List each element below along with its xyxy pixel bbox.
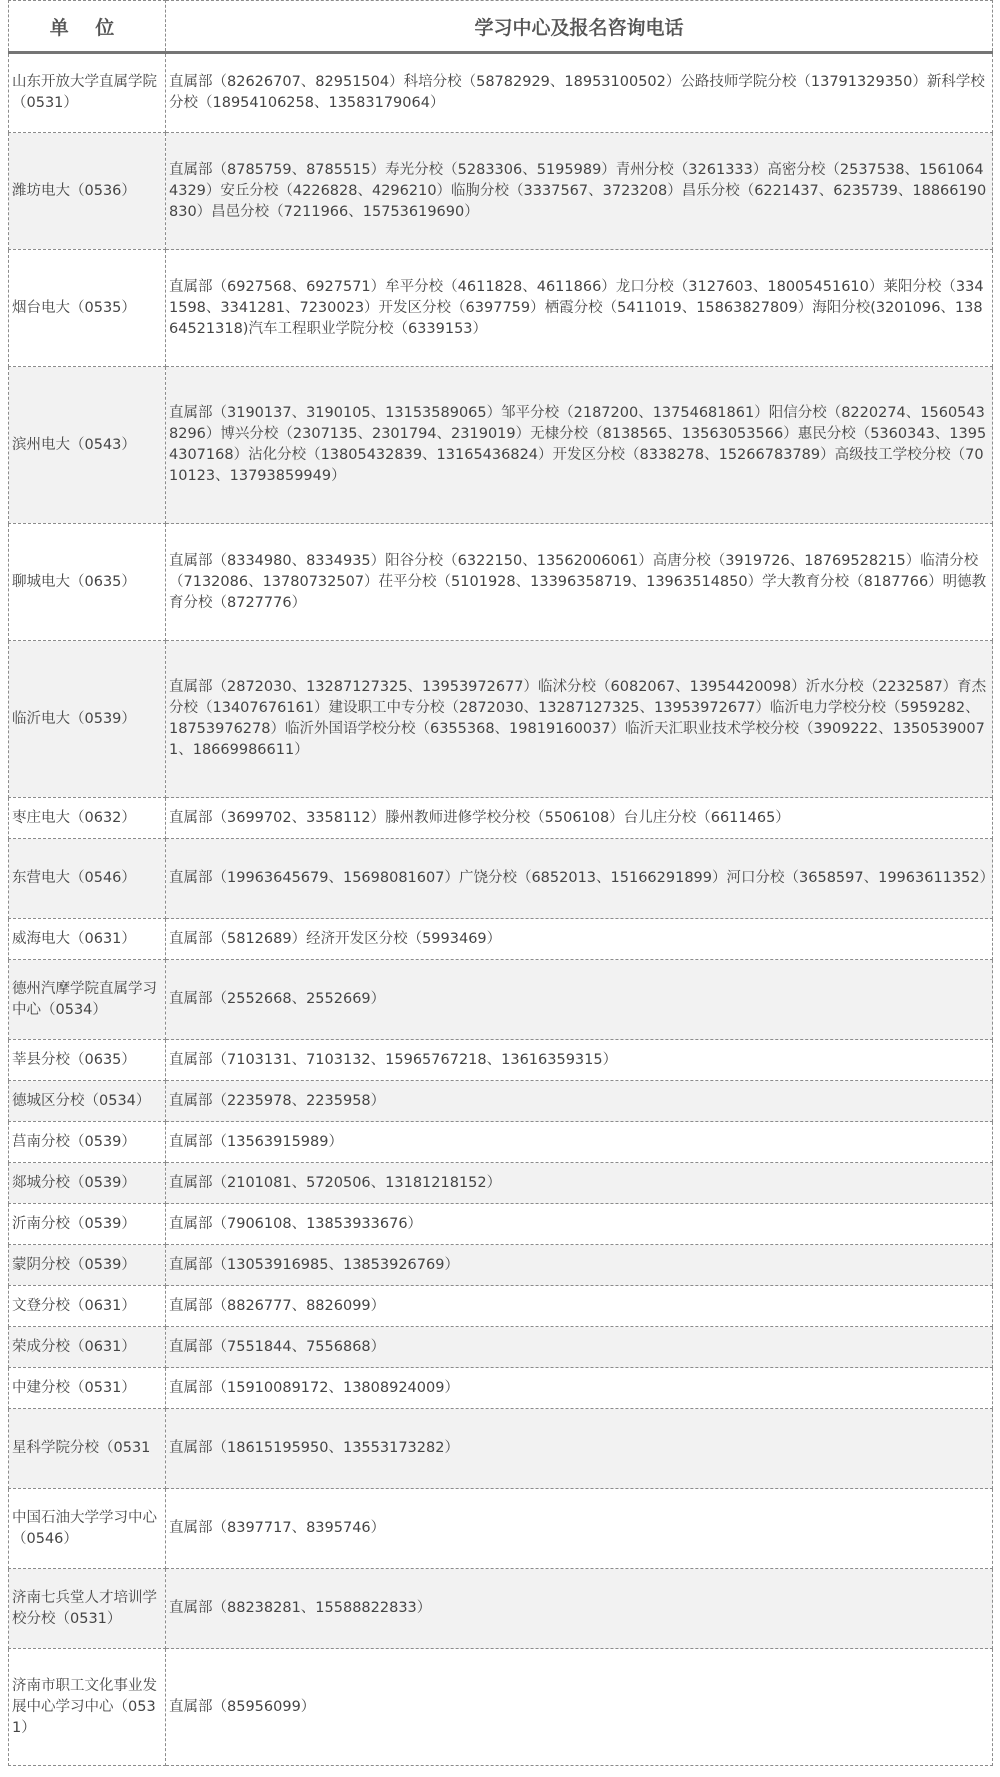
unit-cell: 莒南分校（0539）: [9, 1122, 166, 1163]
unit-cell: 济南七兵堂人才培训学校分校（0531）: [9, 1569, 166, 1649]
unit-cell: 潍坊电大（0536）: [9, 133, 166, 250]
phone-cell: 直属部（2552668、2552669）: [166, 960, 993, 1040]
table-row: [9, 839, 993, 919]
table-row: [9, 1081, 993, 1122]
unit-cell: 枣庄电大（0632）: [9, 798, 166, 839]
table-header-row: [9, 1, 993, 53]
table-row: [9, 1368, 993, 1409]
table-row: [9, 1204, 993, 1245]
phone-cell: 直属部（2872030、13287127325、13953972677）临沭分校（6082067、13954420098）沂水分校（2232587）育杰分校（13407676161）建设职工中专分校（2872030、13287127325、13953972677）临沂电力学校分校（5959282、18753976278）临沂外国语学校分校（6355368、19819160037）临沂天汇职业技术学校分校（3909222、13505390071、18669986611）: [166, 641, 993, 798]
phone-cell: 直属部（8334980、8334935）阳谷分校（6322150、13562006061）高唐分校（3919726、18769528215）临清分校（7132086、13780732507）茌平分校（5101928、13396358719、13963514850）学大教育分校（8187766）明德教育分校（8727776）: [166, 524, 993, 641]
phone-cell: 直属部（85956099）: [166, 1649, 993, 1766]
table-row: [9, 1163, 993, 1204]
table-row: [9, 250, 993, 367]
unit-cell: 山东开放大学直属学院（0531）: [9, 53, 166, 133]
unit-cell: 东营电大（0546）: [9, 839, 166, 919]
phone-cell: 直属部（8826777、8826099）: [166, 1286, 993, 1327]
phone-cell: 直属部（13563915989）: [166, 1122, 993, 1163]
header-unit: 单 位: [9, 1, 166, 53]
table-row: [9, 1245, 993, 1286]
table-row: [9, 798, 993, 839]
unit-cell: 荣成分校（0631）: [9, 1327, 166, 1368]
table-row: [9, 919, 993, 960]
unit-cell: 蒙阴分校（0539）: [9, 1245, 166, 1286]
phone-cell: 直属部（88238281、15588822833）: [166, 1569, 993, 1649]
unit-cell: 临沂电大（0539）: [9, 641, 166, 798]
table-row: [9, 1649, 993, 1766]
phone-cell: 直属部（13053916985、13853926769）: [166, 1245, 993, 1286]
table-row: [9, 133, 993, 250]
table-row: [9, 1327, 993, 1368]
unit-cell: 文登分校（0631）: [9, 1286, 166, 1327]
phone-cell: 直属部（82626707、82951504）科培分校（58782929、18953100502）公路技师学院分校（13791329350）新科学校分校（18954106258、13583179064）: [166, 53, 993, 133]
table-row: [9, 524, 993, 641]
unit-cell: 威海电大（0631）: [9, 919, 166, 960]
unit-cell: 烟台电大（0535）: [9, 250, 166, 367]
phone-cell: 直属部（19963645679、15698081607）广饶分校（6852013、15166291899）河口分校（3658597、19963611352）: [166, 839, 993, 919]
unit-cell: 德州汽摩学院直属学习中心（0534）: [9, 960, 166, 1040]
table-row: [9, 1122, 993, 1163]
table-row: [9, 1409, 993, 1489]
phone-cell: 直属部（2101081、5720506、13181218152）: [166, 1163, 993, 1204]
unit-cell: 中建分校（0531）: [9, 1368, 166, 1409]
table-row: [9, 53, 993, 133]
phone-cell: 直属部（3190137、3190105、13153589065）邹平分校（2187200、13754681861）阳信分校（8220274、15605438296）博兴分校（2307135、2301794、2319019）无棣分校（8138565、13563053566）惠民分校（5360343、13954307168）沾化分校（13805432839、13165436824）开发区分校（8338278、15266783789）高级技工学校分校（7010123、13793859949）: [166, 367, 993, 524]
table-row: [9, 1489, 993, 1569]
phone-cell: 直属部（8397717、8395746）: [166, 1489, 993, 1569]
phone-cell: 直属部（7551844、7556868）: [166, 1327, 993, 1368]
phone-cell: 直属部（15910089172、13808924009）: [166, 1368, 993, 1409]
table-row: [9, 367, 993, 524]
unit-cell: 中国石油大学学习中心（0546）: [9, 1489, 166, 1569]
phone-cell: 直属部（7906108、13853933676）: [166, 1204, 993, 1245]
table-row: [9, 960, 993, 1040]
table-row: [9, 1569, 993, 1649]
unit-cell: 星科学院分校（0531: [9, 1409, 166, 1489]
unit-cell: 莘县分校（0635）: [9, 1040, 166, 1081]
table-row: [9, 1040, 993, 1081]
contact-table: [8, 0, 993, 1766]
unit-cell: 郯城分校（0539）: [9, 1163, 166, 1204]
table-row: [9, 1286, 993, 1327]
header-phone: 学习中心及报名咨询电话: [166, 1, 993, 53]
phone-cell: 直属部（2235978、2235958）: [166, 1081, 993, 1122]
unit-cell: 沂南分校（0539）: [9, 1204, 166, 1245]
unit-cell: 聊城电大（0635）: [9, 524, 166, 641]
table-row: [9, 641, 993, 798]
phone-cell: 直属部（8785759、8785515）寿光分校（5283306、5195989）青州分校（3261333）高密分校（2537538、15610644329）安丘分校（4226828、4296210）临朐分校（3337567、3723208）昌乐分校（6221437、6235739、18866190830）昌邑分校（7211966、15753619690）: [166, 133, 993, 250]
phone-cell: 直属部（18615195950、13553173282）: [166, 1409, 993, 1489]
unit-cell: 济南市职工文化事业发展中心学习中心（0531）: [9, 1649, 166, 1766]
unit-cell: 德城区分校（0534）: [9, 1081, 166, 1122]
phone-cell: 直属部（6927568、6927571）牟平分校（4611828、4611866）龙口分校（3127603、18005451610）莱阳分校（3341598、3341281、7230023）开发区分校（6397759）栖霞分校（5411019、15863827809）海阳分校(3201096、13864521318)汽车工程职业学院分校（6339153）: [166, 250, 993, 367]
phone-cell: 直属部（3699702、3358112）滕州教师进修学校分校（5506108）台儿庄分校（6611465）: [166, 798, 993, 839]
table-body: [9, 53, 993, 1766]
unit-cell: 滨州电大（0543）: [9, 367, 166, 524]
phone-cell: 直属部（5812689）经济开发区分校（5993469）: [166, 919, 993, 960]
phone-cell: 直属部（7103131、7103132、15965767218、13616359315）: [166, 1040, 993, 1081]
